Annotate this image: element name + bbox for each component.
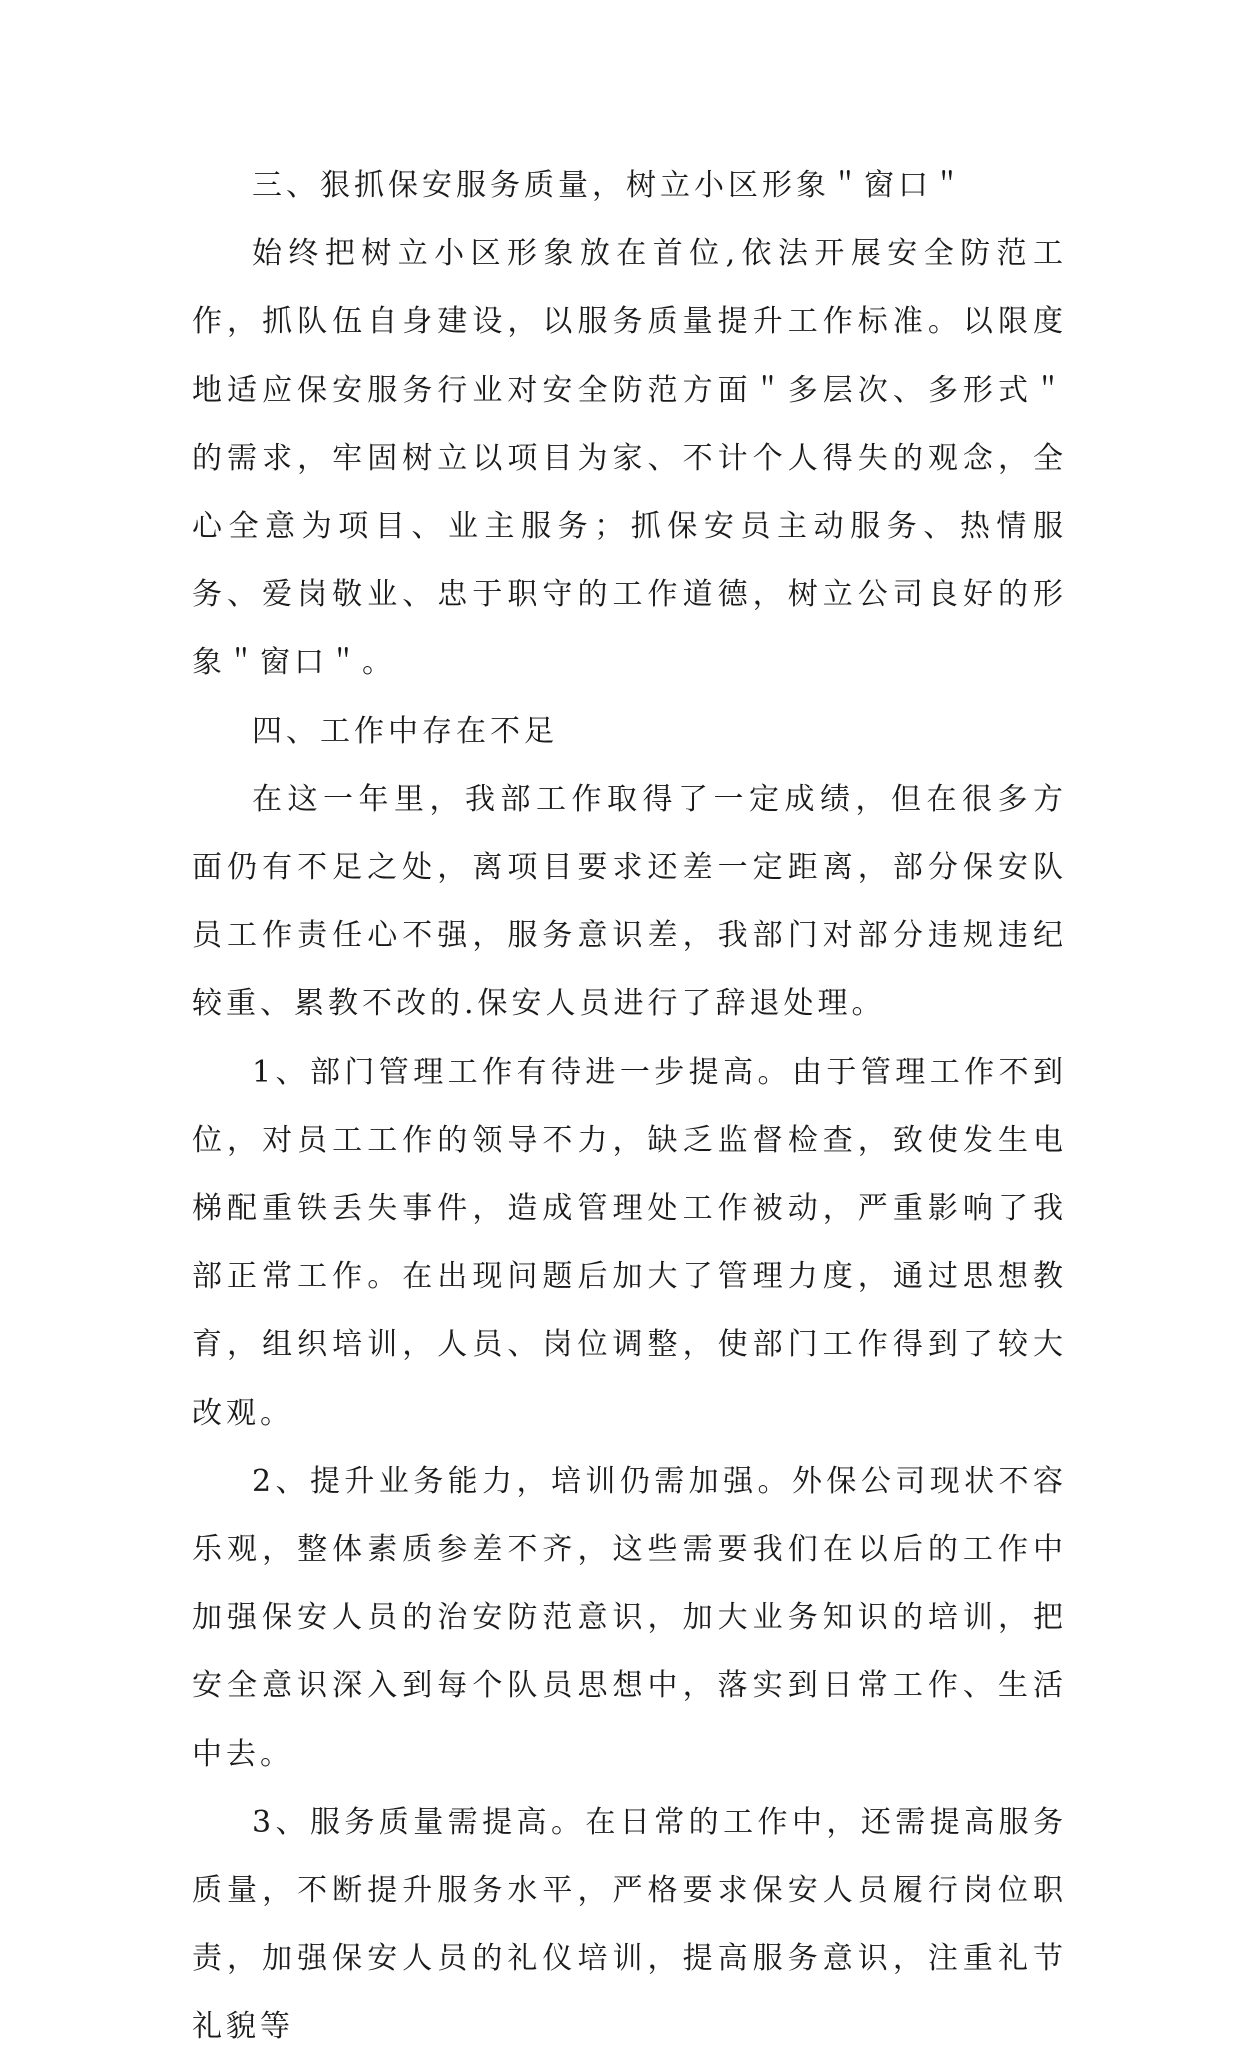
document-body: [192, 152, 1067, 2062]
section-heading-3: 三、狠抓保安服务质量，树立小区形象＂窗口＂: [252, 168, 966, 203]
paragraph-shortcomings-intro: 在这一年里，我部工作取得了一定成绩，但在很多方面仍有不足之处，离项目要求还差一定距离，部分保安队员工作责任心不强，服务意识差，我部门对部分违规违纪较重、累教不改的.保安人员进行了辞退处理。: [192, 781, 1067, 1022]
paragraph-item-2: 2、提升业务能力，培训仍需加强。外保公司现状不容乐观，整体素质参差不齐，这些需要我们在以后的工作中加强保安人员的治安防范意识，加大业务知识的培训，把安全意识深入到每个队员思想中，落实到日常工作、生活中去。: [192, 1463, 1067, 1772]
paragraph-item-3: 3、服务质量需提高。在日常的工作中，还需提高服务质量，不断提升服务水平，严格要求保安人员履行岗位职责，加强保安人员的礼仪培训，提高服务意识，注重礼节礼貌等: [192, 1804, 1067, 2045]
paragraph-item-1: 1、部门管理工作有待进一步提高。由于管理工作不到位，对员工工作的领导不力，缺乏监督检查，致使发生电梯配重铁丢失事件，造成管理处工作被动，严重影响了我部正常工作。在出现问题后加大了管理力度，通过思想教育，组织培训，人员、岗位调整，使部门工作得到了较大改观。: [192, 1054, 1067, 1431]
paragraph-image-window: 始终把树立小区形象放在首位,依法开展安全防范工作，抓队伍自身建设，以服务质量提升工作标准。以限度地适应保安服务行业对安全防范方面＂多层次、多形式＂的需求，牢固树立以项目为家、不计个人得失的观念，全心全意为项目、业主服务；抓保安员主动服务、热情服务、爱岗敬业、忠于职守的工作道德，树立公司良好的形象＂窗口＂。: [192, 236, 1067, 681]
section-heading-4: 四、工作中存在不足: [252, 713, 558, 749]
